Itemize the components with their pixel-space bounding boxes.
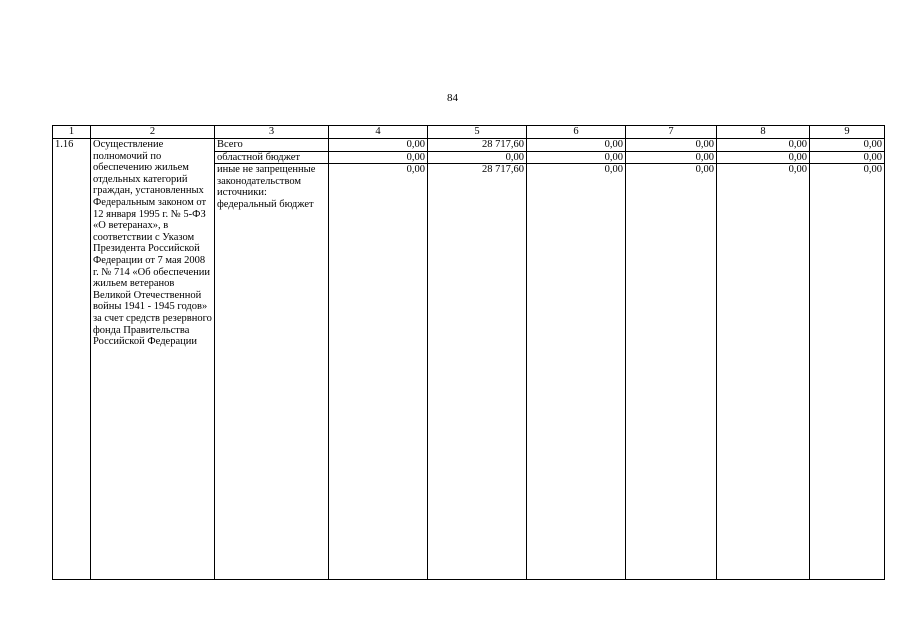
funding-source: иные не запрещенные законодательством источники: федеральный бюджет [215, 164, 329, 580]
row-id: 1.16 [53, 139, 91, 580]
row-description: Осуществление полномочий по обеспечению жильем отдельных категорий граждан, установленных Федеральным законом от 12 января 1995 г. № 5-ФЗ «О ветеранах», в соответствии с Указом Президента Российской Федерации от 7 мая 2008 г. № 714 «Об обеспечении жильем ветеранов Великой Отечественной войны 1941 - 1945 годов» за счет средств резервного фонда Правительства Российской Федерации [91, 139, 215, 580]
column-header: 3 [215, 126, 329, 139]
value-cell: 0,00 [329, 139, 428, 152]
value-cell: 0,00 [626, 151, 717, 164]
value-cell: 0,00 [717, 151, 810, 164]
column-header: 8 [717, 126, 810, 139]
table-row [53, 139, 885, 152]
page-number: 84 [447, 92, 458, 104]
value-cell: 0,00 [626, 164, 717, 580]
budget-table [52, 125, 885, 580]
value-cell: 0,00 [527, 139, 626, 152]
column-header: 9 [810, 126, 885, 139]
column-header: 7 [626, 126, 717, 139]
funding-source: Всего [215, 139, 329, 152]
value-cell: 0,00 [810, 151, 885, 164]
value-cell: 0,00 [810, 139, 885, 152]
value-cell: 0,00 [717, 164, 810, 580]
value-cell: 0,00 [329, 164, 428, 580]
value-cell: 28 717,60 [428, 164, 527, 580]
value-cell: 0,00 [626, 139, 717, 152]
column-header: 4 [329, 126, 428, 139]
column-header: 5 [428, 126, 527, 139]
value-cell: 0,00 [527, 151, 626, 164]
value-cell: 0,00 [717, 139, 810, 152]
column-header: 1 [53, 126, 91, 139]
column-header: 6 [527, 126, 626, 139]
value-cell: 0,00 [527, 164, 626, 580]
funding-source: областной бюджет [215, 151, 329, 164]
table-header-row [53, 126, 885, 139]
value-cell: 0,00 [329, 151, 428, 164]
value-cell: 28 717,60 [428, 139, 527, 152]
column-header: 2 [91, 126, 215, 139]
value-cell: 0,00 [810, 164, 885, 580]
value-cell: 0,00 [428, 151, 527, 164]
